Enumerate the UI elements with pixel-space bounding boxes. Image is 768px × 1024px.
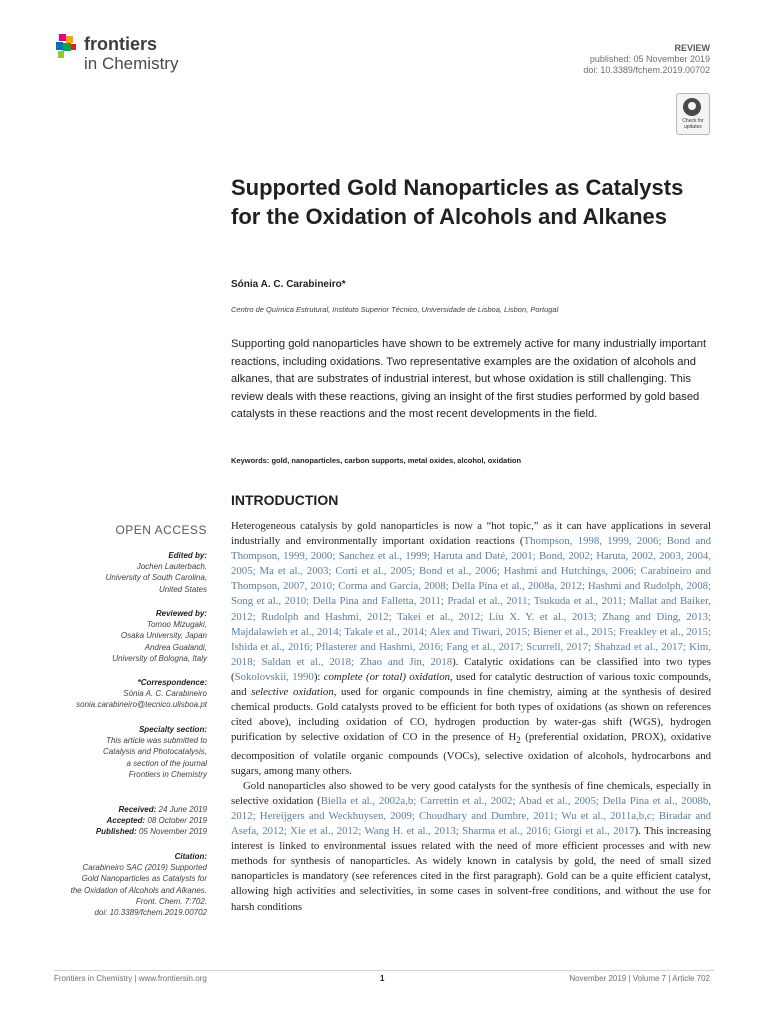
journal-logo: [54, 32, 214, 80]
sidebar-citation: [40, 851, 207, 918]
citation-link[interactable]: Biella et al., 2002a,b; Carrettin et al., 2002; Abad et al., 2005; Della Pina et al., 2008b, 2012; Hereijgers and Weckhuysen, 2009; Choudhary and Dumbre, 2011; Wu et al., 2011a,b,c; Biradar and Asefa, 2012; Xie et al., 2012; Wang H. et al., 2013; Sharma et al., 2016; Giorgi et al., 2017: [231, 794, 712, 838]
published-label: Published:: [95, 827, 137, 837]
emphasis: complete (or total) oxidation: [323, 670, 451, 683]
text-run: ). This increasing interest is linked to environmental issues related with the need of more efficient processes and with new methods for synthesis of nanoparticles. As widely known in catalysis by gold, the need of small sized nanoparticles is mandatory (see references cited in the first paragraph). Gold can be a quite efficient catalyst, allowing high activities and selectivities, in some cases in solvent-free conditions, and without the use for harsh conditions: [231, 825, 712, 913]
section-heading: INTRODUCTION: [231, 492, 339, 508]
reviewer-line: Tomoo Mizugaki,: [146, 620, 207, 630]
correspondence-label: *Correspondence:: [137, 678, 207, 687]
correspondence-email[interactable]: sonia.carabineiro@tecnico.ulisboa.pt: [76, 700, 207, 710]
page-number: 1: [380, 974, 385, 983]
reviewer-line: Andrea Gualandi,: [144, 642, 207, 652]
editor-line: United States: [158, 584, 207, 594]
footer-divider: [54, 970, 714, 971]
author-affiliation: Centro de Química Estrutural, Instituto Superior Técnico, Universidade de Lisboa, Lisbon, Portugal: [231, 305, 559, 314]
text-run: , used for catalytic destruction of various toxic compounds, and: [231, 670, 711, 699]
keywords-text: gold, nanoparticles, carbon supports, metal oxides, alcohol, oxidation: [271, 456, 522, 465]
logo-word-frontiers: frontiers: [84, 34, 158, 54]
text-run: Gold nanoparticles also showed to be very good catalysts for the synthesis of fine chemicals, especially in selective oxidation (: [231, 779, 711, 807]
check-badge-line2: updates: [684, 124, 702, 130]
abstract: Supporting gold nanoparticles have shown to be extremely active for many industrially important reactions, including oxidations. Two representative examples are the oxidation of alcohols and alkanes, that are substrates of industrial interest, but whose oxidation is still challenging. This review deals with these reactions, giving an insight of the first studies performed by gold based catalysts in these reactions and the most recent developments in the field.: [231, 338, 707, 421]
citation-line: Carabineiro SAC (2019) Supported: [82, 863, 207, 873]
paragraph: [231, 519, 711, 779]
sidebar-specialty-section: [40, 724, 207, 780]
article-header-meta: [583, 43, 710, 76]
reviewer-line: Osaka University, Japan: [120, 631, 207, 641]
editor-line: University of South Carolina,: [105, 573, 207, 583]
received-label: Received:: [118, 805, 157, 814]
sidebar-edited-by: [40, 550, 207, 595]
citation-line: the Oxidation of Alcohols and Alkanes.: [70, 885, 207, 895]
text-run: ):: [313, 670, 324, 683]
footer-issue-info: November 2019 | Volume 7 | Article 702: [569, 974, 710, 983]
accepted-label: Accepted:: [106, 816, 146, 826]
edited-by-label: Edited by:: [168, 551, 207, 560]
sidebar-correspondence: [40, 677, 207, 711]
correspondence-name: Sónia A. C. Carabineiro: [123, 689, 207, 699]
keywords: [231, 456, 521, 465]
citation-label: Citation:: [174, 852, 207, 861]
text-run: Heterogeneous catalysis by gold nanoparticles is now a “hot topic,” as it can have applications in several industrially and environmentally important oxidation reactions (: [231, 520, 711, 548]
update-check-icon: [683, 98, 701, 116]
check-for-updates-badge[interactable]: [676, 93, 710, 135]
sidebar-dates: [40, 804, 207, 838]
text-run: (preferential oxidation, PROX), oxidative decomposition of volatile organic compounds (VOCs), selective oxidation of alcohols, hydrocarbons and sugars, among many others.: [231, 731, 712, 777]
text-run: , used for organic compounds in fine chemistry, aiming at the synthesis of desired chemical products. Gold catalysts proved to be efficient for both types of oxidations (as shown on references cited above), including oxidation of CO, hydrogen production by water-gas shift (WGS), hydrogen purification by selective oxidation of CO in the presence of H: [231, 686, 711, 744]
keywords-label: Keywords:: [231, 456, 270, 465]
article-doi[interactable]: doi: 10.3389/fchem.2019.00702: [583, 65, 710, 75]
frontiers-logo-icon: [54, 34, 80, 60]
editor-line: Jochen Lauterbach,: [136, 562, 207, 572]
citation-line: Gold Nanoparticles as Catalysts for: [81, 874, 207, 884]
specialty-line: Frontiers in Chemistry: [128, 769, 207, 779]
footer-journal-link[interactable]: Frontiers in Chemistry | www.frontiersin.org: [54, 974, 207, 983]
published-date: published: 05 November 2019: [589, 54, 710, 64]
citation-doi[interactable]: doi: 10.3389/fchem.2019.00702: [94, 908, 207, 918]
citation-line: Front. Chem. 7:702.: [135, 896, 207, 906]
paragraph: [231, 779, 711, 915]
reviewed-by-label: Reviewed by:: [155, 609, 207, 618]
sidebar-reviewed-by: [40, 608, 207, 664]
logo-word-journal: in Chemistry: [84, 54, 179, 73]
emphasis: selective oxidation: [251, 686, 334, 699]
article-type: REVIEW: [674, 43, 710, 53]
specialty-label: Specialty section:: [138, 725, 207, 734]
specialty-line: a section of the journal: [126, 758, 207, 768]
article-title: Supported Gold Nanoparticles as Catalysts for the Oxidation of Alcohols and Alkanes: [231, 175, 684, 229]
specialty-line: Catalysis and Photocatalysis,: [102, 747, 207, 757]
open-access-label: OPEN ACCESS: [115, 523, 207, 537]
accepted-date: 08 October 2019: [147, 816, 207, 826]
author-name[interactable]: Sónia A. C. Carabineiro*: [231, 279, 346, 290]
published-date-side: 05 November 2019: [138, 827, 207, 837]
reviewer-line: University of Bologna, Italy: [112, 653, 207, 663]
specialty-line: This article was submitted to: [106, 736, 207, 746]
citation-link[interactable]: Sokolovskii, 1990: [234, 670, 314, 683]
check-badge-line1: Check for: [682, 118, 704, 124]
citation-link[interactable]: Thompson, 1998, 1999, 2006; Bond and Thompson, 1999, 2000; Sanchez et al., 1999; Haruta and Daté, 2001; Bond, 2002; Haruta, 2002, 2003, 2004, 2005; Ma et al., 2003; Corti et al., 2005; Bond et al., 2006; Hashmi and Hutchings, 2006; Carabineiro and Thompson, 2007, 2010; Corma and Garcia, 2008; Della Pina et al., 2008a, 2012; Hashmi and Rudolph, 2008; Song et al., 2010; Della Pina and Falletta, 2011; Pradal et al., 2011; Tsukuda et al., 2011; Mallat and Baiker, 2012; Rudolph and Hashmi, 2012; Takei et al., 2012; Liu X. Y. et al., 2013; Zhang and Ding, 2013; Majdalawieh et al., 2014; Takale et al., 2014; Alex and Tiwari, 2015; Biener et al., 2015; Freakley et al., 2015; Ishida et al., 2016; Pflasterer and Hashmi, 2016; Fang et al., 2017; Scurrell, 2017; Shahzad et al., 2017; Kim, 2018; Saldan et al., 2018; Zhao and Jin, 2018: [231, 535, 711, 668]
text-run: ). Catalytic oxidations can be classified into two types (: [231, 655, 711, 683]
received-date: 24 June 2019: [158, 805, 207, 814]
subscript: 2: [516, 735, 521, 746]
body-text: [231, 519, 711, 915]
